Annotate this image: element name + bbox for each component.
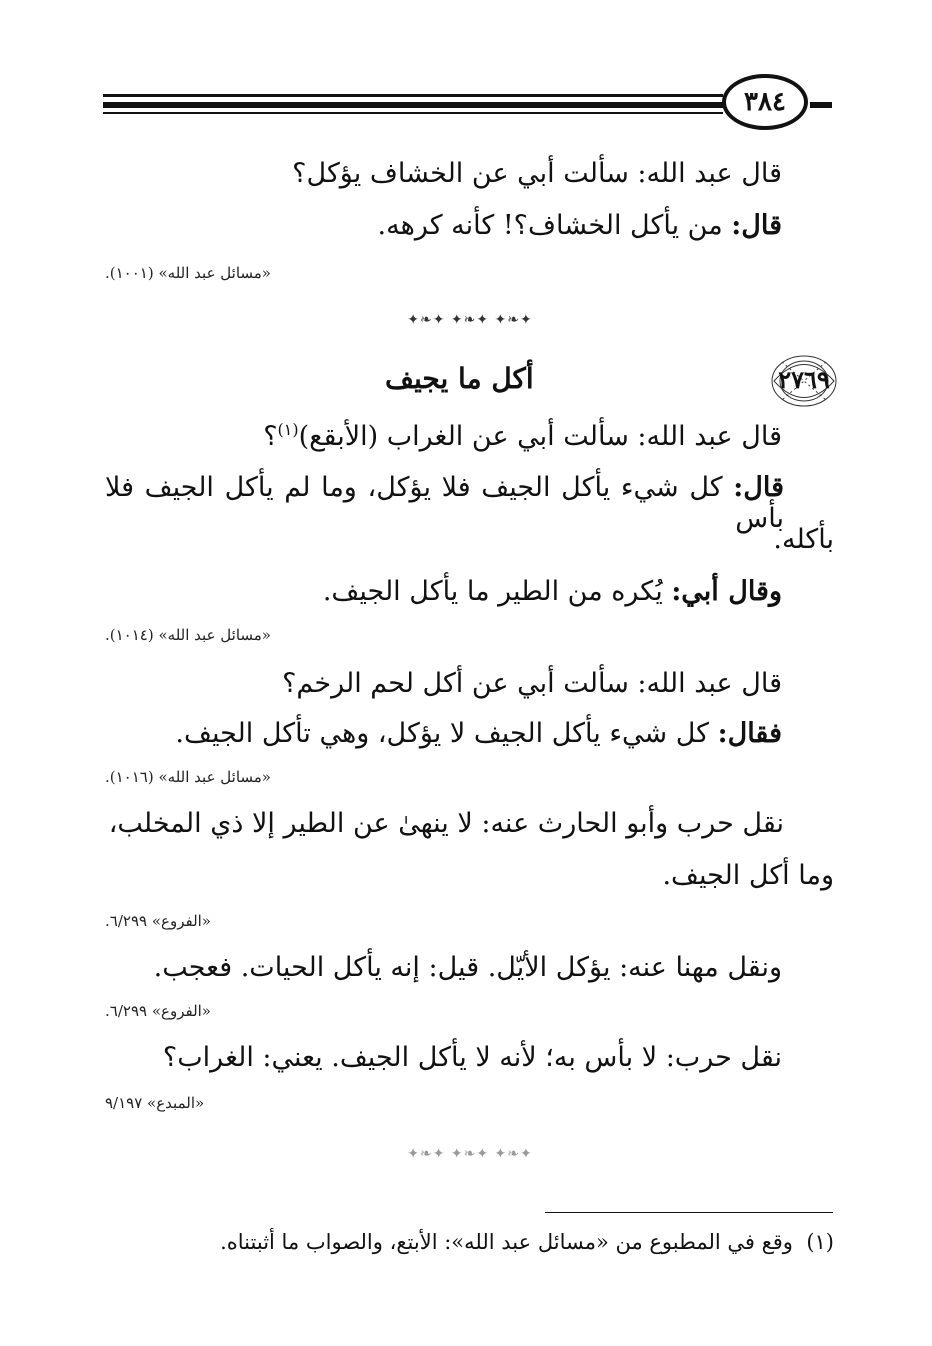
answer-continuation: بأكله. <box>773 524 834 555</box>
source-citation: «الفروع» ٦/٢٩٩. <box>105 912 211 930</box>
ornament-divider: ✦❧✦ ✦❧✦ ✦❧✦ <box>407 312 533 328</box>
question-text: قال عبد الله: سألت أبي عن الغراب (الأبقع) <box>298 421 782 452</box>
answer-lead: قال: <box>731 210 782 241</box>
header-rule <box>103 94 723 97</box>
header-rule <box>103 102 723 108</box>
question-line <box>263 420 782 452</box>
narration-line: نقل حرب: لا بأس به؛ لأنه لا يأكل الجيف. يعني: الغراب؟ <box>162 1042 782 1073</box>
statement-text: يُكره من الطير ما يأكل الجيف. <box>322 576 672 607</box>
header-rule <box>810 102 832 108</box>
source-citation: «مسائل عبد الله» (١٠١٦). <box>105 768 271 786</box>
section-number-badge <box>768 352 840 410</box>
answer-line <box>105 472 784 534</box>
section-number: ٢٧٦٩ <box>778 365 830 394</box>
source-citation: «المبدع» ٩/١٩٧ <box>105 1094 205 1112</box>
answer-text: من يأكل الخشاف؟! كأنه كرهه. <box>377 210 732 241</box>
narration-line: نقل حرب وأبو الحارث عنه: لا ينهىٰ عن الطير إلا ذي المخلب، <box>108 808 784 839</box>
footnote-marker: (١) <box>806 1230 834 1254</box>
answer-line <box>175 718 782 749</box>
question-line: قال عبد الله: سألت أبي عن أكل لحم الرخم؟ <box>282 668 782 699</box>
header-rule <box>103 112 723 114</box>
question-line: قال عبد الله: سألت أبي عن الخشاف يؤكل؟ <box>292 158 782 189</box>
section-title: أكل ما يجيف <box>385 362 534 395</box>
answer-lead: فقال: <box>717 718 782 749</box>
narration-line: ونقل مهنا عنه: يؤكل الأيّل. قيل: إنه يأكل الحيات. فعجب. <box>153 952 782 983</box>
narration-continuation: وما أكل الجيف. <box>662 860 834 891</box>
answer-lead: قال: <box>733 472 784 503</box>
source-citation: «الفروع» ٦/٢٩٩. <box>105 1002 211 1020</box>
ornament-divider: ✦❧✦ ✦❧✦ ✦❧✦ <box>407 1146 533 1162</box>
footnote-rule <box>545 1212 833 1213</box>
question-end: ؟ <box>263 421 278 452</box>
statement-line <box>323 576 782 607</box>
answer-text: كل شيء يأكل الجيف لا يؤكل، وهي تأكل الجيف. <box>175 718 718 749</box>
page-number: ٣٨٤ <box>722 74 808 130</box>
source-citation: «مسائل عبد الله» (١٠١٤). <box>105 626 271 644</box>
answer-line <box>378 210 782 241</box>
answer-text: كل شيء يأكل الجيف فلا يؤكل، وما لم يأكل الجيف فلا بأس <box>105 472 784 534</box>
footnote-text: وقع في المطبوع من «مسائل عبد الله»: الأبتع، والصواب ما أثبتناه. <box>220 1230 793 1254</box>
statement-lead: وقال أبي: <box>671 576 782 607</box>
footnote-ref: (١) <box>277 420 299 439</box>
footnote <box>220 1230 834 1254</box>
source-citation: «مسائل عبد الله» (١٠٠١). <box>105 264 271 282</box>
